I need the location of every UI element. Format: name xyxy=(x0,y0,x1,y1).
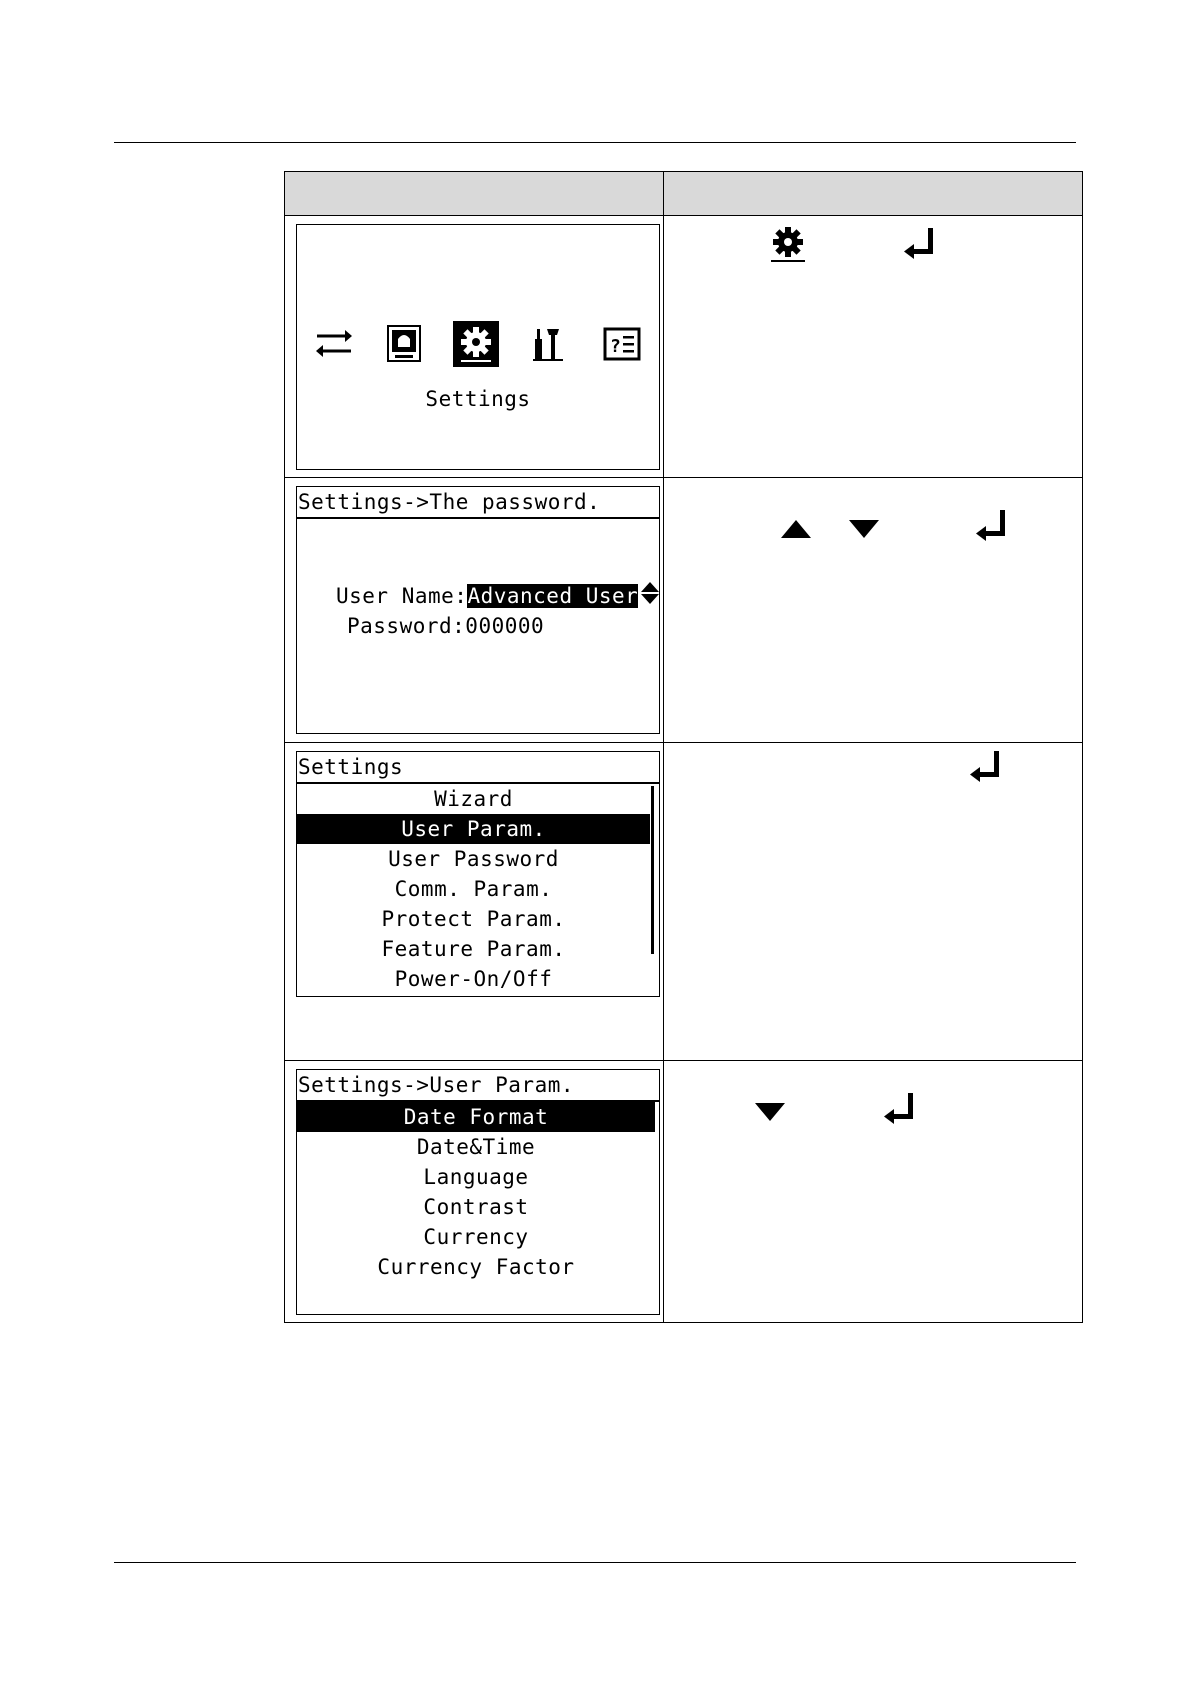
main-menu-icon-row xyxy=(311,321,647,367)
user-name-label: User Name: xyxy=(336,584,468,608)
menu-item-power-on-off[interactable]: Power-On/Off xyxy=(394,967,553,991)
down-arrow-icon xyxy=(754,1101,786,1127)
selected-menu-caption: Settings xyxy=(425,387,531,411)
menu-item-comm-param[interactable]: Comm. Param. xyxy=(394,877,553,901)
enter-key-icon xyxy=(882,1091,918,1129)
screen-cell xyxy=(285,216,664,478)
table-header-row xyxy=(285,172,1083,216)
screen-cell xyxy=(285,478,664,743)
help-info-icon[interactable] xyxy=(599,321,645,367)
table-row xyxy=(285,216,1083,478)
user-param-menu-list xyxy=(297,1102,655,1282)
menu-item-date-format[interactable]: Date Format xyxy=(297,1102,655,1132)
enter-key-icon xyxy=(968,749,1004,787)
password-value[interactable]: 000000 xyxy=(465,614,545,638)
enter-key-icon xyxy=(974,508,1010,546)
table-row xyxy=(285,478,1083,743)
menu-item-protect-param[interactable]: Protect Param. xyxy=(381,907,566,931)
menu-item-feature-param[interactable]: Feature Param. xyxy=(381,937,566,961)
table-row xyxy=(285,743,1083,1061)
table-row xyxy=(285,1061,1083,1323)
screen-cell xyxy=(285,743,664,1061)
menu-item-contrast[interactable]: Contrast xyxy=(423,1195,529,1219)
lcd-settings-menu xyxy=(296,751,660,997)
screen-title: Settings xyxy=(297,752,659,784)
header-screen-column xyxy=(285,172,664,216)
settings-gear-icon xyxy=(768,224,808,268)
password-row xyxy=(347,611,544,641)
lcd-main-menu xyxy=(296,224,660,470)
procedure-table xyxy=(284,171,1083,1323)
instruction-cell xyxy=(664,216,1083,478)
menu-item-date-time[interactable]: Date&Time xyxy=(416,1135,536,1159)
user-name-row xyxy=(336,581,660,613)
user-name-value[interactable]: Advanced User xyxy=(467,584,639,608)
menu-item-wizard[interactable]: Wizard xyxy=(434,787,513,811)
menu-scrollbar[interactable] xyxy=(651,786,654,954)
menu-item-user-password[interactable]: User Password xyxy=(388,847,559,871)
maintenance-tools-icon[interactable] xyxy=(525,321,571,367)
password-label: Password: xyxy=(347,614,466,638)
menu-item-user-param[interactable]: User Param. xyxy=(297,814,650,844)
alarm-bell-icon[interactable] xyxy=(381,321,427,367)
down-arrow-icon xyxy=(848,518,880,544)
svg-text:?: ? xyxy=(610,336,622,357)
instruction-cell xyxy=(664,1061,1083,1323)
instruction-cell xyxy=(664,743,1083,1061)
settings-menu-list xyxy=(297,784,650,994)
up-down-selector-icon[interactable] xyxy=(640,581,660,613)
top-rule xyxy=(114,142,1076,143)
menu-item-language[interactable]: Language xyxy=(423,1165,529,1189)
transfer-arrows-icon[interactable] xyxy=(311,321,357,367)
up-arrow-icon xyxy=(780,518,812,544)
screen-cell xyxy=(285,1061,664,1323)
menu-item-currency-factor[interactable]: Currency Factor xyxy=(377,1255,575,1279)
screen-title: Settings->The password. xyxy=(297,487,659,519)
menu-item-currency[interactable]: Currency xyxy=(423,1225,529,1249)
enter-key-icon xyxy=(902,226,938,264)
screen-title: Settings->User Param. xyxy=(297,1070,659,1102)
settings-gear-icon[interactable] xyxy=(453,321,499,367)
bottom-rule xyxy=(114,1562,1076,1563)
lcd-password-screen xyxy=(296,486,660,734)
lcd-user-param-menu xyxy=(296,1069,660,1315)
instruction-cell xyxy=(664,478,1083,743)
header-instruction-column xyxy=(664,172,1083,216)
